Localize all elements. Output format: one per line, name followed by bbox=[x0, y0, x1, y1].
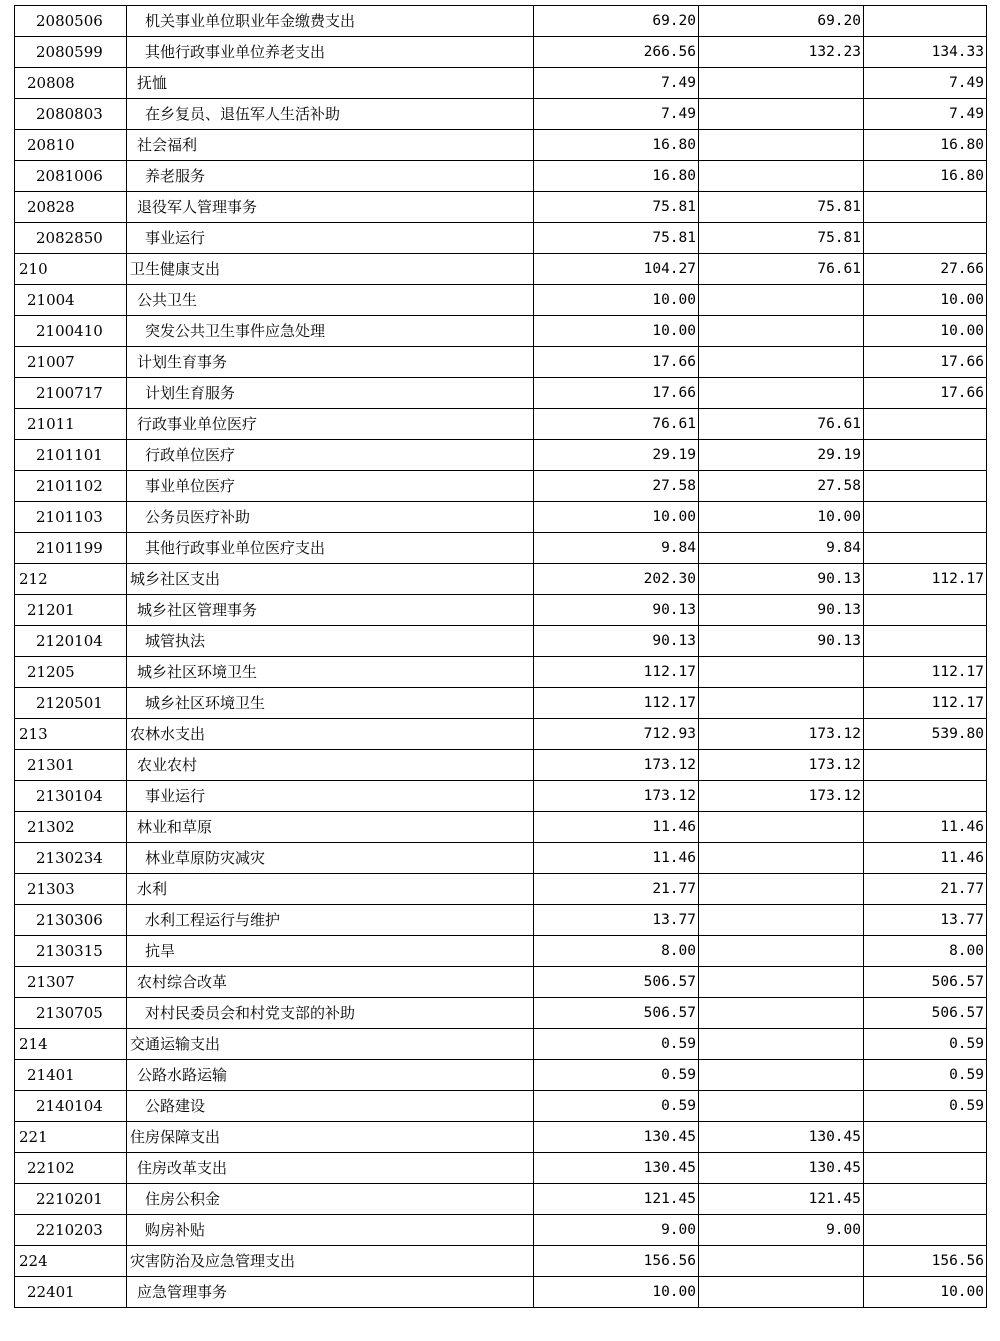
basic-expenditure-cell bbox=[699, 1277, 864, 1308]
table-row bbox=[15, 6, 987, 37]
project-expenditure-cell: 17.66 bbox=[864, 347, 987, 378]
total-amount-cell: 17.66 bbox=[534, 378, 699, 409]
basic-expenditure-cell: 69.20 bbox=[699, 6, 864, 37]
table-row bbox=[15, 1184, 987, 1215]
basic-expenditure-cell bbox=[699, 1091, 864, 1122]
account-code-cell: 2101102 bbox=[15, 471, 127, 502]
project-expenditure-cell: 21.77 bbox=[864, 874, 987, 905]
account-name-cell: 行政单位医疗 bbox=[127, 440, 534, 471]
account-code-cell: 213 bbox=[15, 719, 127, 750]
table-row bbox=[15, 719, 987, 750]
table-row bbox=[15, 1153, 987, 1184]
account-name-cell: 住房改革支出 bbox=[127, 1153, 534, 1184]
basic-expenditure-cell: 173.12 bbox=[699, 719, 864, 750]
table-row bbox=[15, 68, 987, 99]
table-row bbox=[15, 998, 987, 1029]
basic-expenditure-cell bbox=[699, 967, 864, 998]
table-row bbox=[15, 192, 987, 223]
project-expenditure-cell: 134.33 bbox=[864, 37, 987, 68]
project-expenditure-cell bbox=[864, 533, 987, 564]
account-name-cell: 事业单位医疗 bbox=[127, 471, 534, 502]
account-code-cell: 2080803 bbox=[15, 99, 127, 130]
account-code-cell: 2101101 bbox=[15, 440, 127, 471]
account-name-cell: 事业运行 bbox=[127, 223, 534, 254]
table-row bbox=[15, 254, 987, 285]
project-expenditure-cell bbox=[864, 223, 987, 254]
basic-expenditure-cell bbox=[699, 130, 864, 161]
total-amount-cell: 202.30 bbox=[534, 564, 699, 595]
project-expenditure-cell: 16.80 bbox=[864, 130, 987, 161]
basic-expenditure-cell bbox=[699, 812, 864, 843]
table-row bbox=[15, 626, 987, 657]
basic-expenditure-cell: 132.23 bbox=[699, 37, 864, 68]
table-row bbox=[15, 905, 987, 936]
basic-expenditure-cell: 173.12 bbox=[699, 750, 864, 781]
table-row bbox=[15, 285, 987, 316]
account-code-cell: 2130306 bbox=[15, 905, 127, 936]
project-expenditure-cell: 539.80 bbox=[864, 719, 987, 750]
basic-expenditure-cell: 27.58 bbox=[699, 471, 864, 502]
project-expenditure-cell bbox=[864, 750, 987, 781]
project-expenditure-cell bbox=[864, 595, 987, 626]
account-code-cell: 2100717 bbox=[15, 378, 127, 409]
table-row bbox=[15, 440, 987, 471]
table-row bbox=[15, 502, 987, 533]
table-row bbox=[15, 936, 987, 967]
account-code-cell: 20828 bbox=[15, 192, 127, 223]
account-code-cell: 214 bbox=[15, 1029, 127, 1060]
total-amount-cell: 90.13 bbox=[534, 595, 699, 626]
account-name-cell: 计划生育服务 bbox=[127, 378, 534, 409]
account-code-cell: 2210201 bbox=[15, 1184, 127, 1215]
table-row bbox=[15, 812, 987, 843]
total-amount-cell: 266.56 bbox=[534, 37, 699, 68]
total-amount-cell: 11.46 bbox=[534, 843, 699, 874]
account-name-cell: 水利 bbox=[127, 874, 534, 905]
table-row bbox=[15, 316, 987, 347]
total-amount-cell: 13.77 bbox=[534, 905, 699, 936]
account-name-cell: 抚恤 bbox=[127, 68, 534, 99]
table-row bbox=[15, 223, 987, 254]
account-code-cell: 224 bbox=[15, 1246, 127, 1277]
total-amount-cell: 7.49 bbox=[534, 99, 699, 130]
project-expenditure-cell bbox=[864, 440, 987, 471]
account-name-cell: 养老服务 bbox=[127, 161, 534, 192]
total-amount-cell: 506.57 bbox=[534, 967, 699, 998]
table-row bbox=[15, 130, 987, 161]
total-amount-cell: 121.45 bbox=[534, 1184, 699, 1215]
basic-expenditure-cell: 76.61 bbox=[699, 409, 864, 440]
account-name-cell: 林业草原防灾减灾 bbox=[127, 843, 534, 874]
table-row bbox=[15, 533, 987, 564]
table-row bbox=[15, 1091, 987, 1122]
project-expenditure-cell: 112.17 bbox=[864, 657, 987, 688]
account-code-cell: 21205 bbox=[15, 657, 127, 688]
project-expenditure-cell: 7.49 bbox=[864, 99, 987, 130]
project-expenditure-cell bbox=[864, 1215, 987, 1246]
basic-expenditure-cell bbox=[699, 905, 864, 936]
account-code-cell: 2080599 bbox=[15, 37, 127, 68]
total-amount-cell: 29.19 bbox=[534, 440, 699, 471]
table-row bbox=[15, 750, 987, 781]
account-name-cell: 林业和草原 bbox=[127, 812, 534, 843]
project-expenditure-cell: 0.59 bbox=[864, 1029, 987, 1060]
project-expenditure-cell: 506.57 bbox=[864, 967, 987, 998]
basic-expenditure-cell bbox=[699, 657, 864, 688]
project-expenditure-cell bbox=[864, 1184, 987, 1215]
total-amount-cell: 90.13 bbox=[534, 626, 699, 657]
basic-expenditure-cell: 9.00 bbox=[699, 1215, 864, 1246]
total-amount-cell: 75.81 bbox=[534, 223, 699, 254]
total-amount-cell: 69.20 bbox=[534, 6, 699, 37]
account-name-cell: 突发公共卫生事件应急处理 bbox=[127, 316, 534, 347]
total-amount-cell: 156.56 bbox=[534, 1246, 699, 1277]
account-code-cell: 221 bbox=[15, 1122, 127, 1153]
total-amount-cell: 173.12 bbox=[534, 750, 699, 781]
account-name-cell: 住房保障支出 bbox=[127, 1122, 534, 1153]
table-row bbox=[15, 781, 987, 812]
account-name-cell: 农业农村 bbox=[127, 750, 534, 781]
total-amount-cell: 506.57 bbox=[534, 998, 699, 1029]
account-name-cell: 机关事业单位职业年金缴费支出 bbox=[127, 6, 534, 37]
basic-expenditure-cell bbox=[699, 998, 864, 1029]
table-row bbox=[15, 688, 987, 719]
account-name-cell: 城管执法 bbox=[127, 626, 534, 657]
account-name-cell: 公路水路运输 bbox=[127, 1060, 534, 1091]
total-amount-cell: 27.58 bbox=[534, 471, 699, 502]
basic-expenditure-cell: 76.61 bbox=[699, 254, 864, 285]
project-expenditure-cell bbox=[864, 1153, 987, 1184]
project-expenditure-cell: 10.00 bbox=[864, 285, 987, 316]
project-expenditure-cell: 156.56 bbox=[864, 1246, 987, 1277]
basic-expenditure-cell: 121.45 bbox=[699, 1184, 864, 1215]
account-code-cell: 21004 bbox=[15, 285, 127, 316]
account-name-cell: 交通运输支出 bbox=[127, 1029, 534, 1060]
total-amount-cell: 130.45 bbox=[534, 1122, 699, 1153]
account-code-cell: 2100410 bbox=[15, 316, 127, 347]
account-name-cell: 水利工程运行与维护 bbox=[127, 905, 534, 936]
account-code-cell: 21007 bbox=[15, 347, 127, 378]
account-code-cell: 22102 bbox=[15, 1153, 127, 1184]
account-name-cell: 其他行政事业单位养老支出 bbox=[127, 37, 534, 68]
total-amount-cell: 8.00 bbox=[534, 936, 699, 967]
project-expenditure-cell: 506.57 bbox=[864, 998, 987, 1029]
account-code-cell: 21401 bbox=[15, 1060, 127, 1091]
account-name-cell: 农村综合改革 bbox=[127, 967, 534, 998]
table-row bbox=[15, 37, 987, 68]
total-amount-cell: 0.59 bbox=[534, 1091, 699, 1122]
basic-expenditure-cell bbox=[699, 316, 864, 347]
project-expenditure-cell: 8.00 bbox=[864, 936, 987, 967]
account-code-cell: 210 bbox=[15, 254, 127, 285]
account-name-cell: 城乡社区环境卫生 bbox=[127, 688, 534, 719]
total-amount-cell: 75.81 bbox=[534, 192, 699, 223]
account-name-cell: 社会福利 bbox=[127, 130, 534, 161]
account-code-cell: 2130315 bbox=[15, 936, 127, 967]
project-expenditure-cell: 0.59 bbox=[864, 1091, 987, 1122]
account-code-cell: 2120501 bbox=[15, 688, 127, 719]
account-code-cell: 2080506 bbox=[15, 6, 127, 37]
basic-expenditure-cell: 75.81 bbox=[699, 223, 864, 254]
table-body bbox=[15, 6, 987, 1308]
account-code-cell: 21307 bbox=[15, 967, 127, 998]
account-code-cell: 20810 bbox=[15, 130, 127, 161]
table-row bbox=[15, 1122, 987, 1153]
account-name-cell: 抗旱 bbox=[127, 936, 534, 967]
account-name-cell: 灾害防治及应急管理支出 bbox=[127, 1246, 534, 1277]
account-code-cell: 21011 bbox=[15, 409, 127, 440]
account-code-cell: 2101103 bbox=[15, 502, 127, 533]
basic-expenditure-cell bbox=[699, 936, 864, 967]
total-amount-cell: 10.00 bbox=[534, 502, 699, 533]
total-amount-cell: 10.00 bbox=[534, 285, 699, 316]
basic-expenditure-cell: 10.00 bbox=[699, 502, 864, 533]
account-name-cell: 公路建设 bbox=[127, 1091, 534, 1122]
basic-expenditure-cell bbox=[699, 1246, 864, 1277]
project-expenditure-cell: 0.59 bbox=[864, 1060, 987, 1091]
basic-expenditure-cell bbox=[699, 843, 864, 874]
account-code-cell: 22401 bbox=[15, 1277, 127, 1308]
table-row bbox=[15, 1060, 987, 1091]
account-name-cell: 对村民委员会和村党支部的补助 bbox=[127, 998, 534, 1029]
account-code-cell: 2082850 bbox=[15, 223, 127, 254]
account-name-cell: 城乡社区支出 bbox=[127, 564, 534, 595]
account-code-cell: 2140104 bbox=[15, 1091, 127, 1122]
table-row bbox=[15, 874, 987, 905]
basic-expenditure-cell: 75.81 bbox=[699, 192, 864, 223]
account-name-cell: 卫生健康支出 bbox=[127, 254, 534, 285]
account-name-cell: 公务员医疗补助 bbox=[127, 502, 534, 533]
account-name-cell: 公共卫生 bbox=[127, 285, 534, 316]
basic-expenditure-cell: 9.84 bbox=[699, 533, 864, 564]
account-name-cell: 城乡社区管理事务 bbox=[127, 595, 534, 626]
project-expenditure-cell: 10.00 bbox=[864, 316, 987, 347]
total-amount-cell: 9.00 bbox=[534, 1215, 699, 1246]
account-code-cell: 2130705 bbox=[15, 998, 127, 1029]
total-amount-cell: 130.45 bbox=[534, 1153, 699, 1184]
project-expenditure-cell: 7.49 bbox=[864, 68, 987, 99]
account-code-cell: 212 bbox=[15, 564, 127, 595]
table-row bbox=[15, 657, 987, 688]
table-row bbox=[15, 161, 987, 192]
project-expenditure-cell bbox=[864, 6, 987, 37]
basic-expenditure-cell bbox=[699, 68, 864, 99]
account-name-cell: 其他行政事业单位医疗支出 bbox=[127, 533, 534, 564]
basic-expenditure-cell bbox=[699, 1029, 864, 1060]
total-amount-cell: 21.77 bbox=[534, 874, 699, 905]
account-code-cell: 2130104 bbox=[15, 781, 127, 812]
total-amount-cell: 712.93 bbox=[534, 719, 699, 750]
basic-expenditure-cell: 29.19 bbox=[699, 440, 864, 471]
account-name-cell: 在乡复员、退伍军人生活补助 bbox=[127, 99, 534, 130]
total-amount-cell: 7.49 bbox=[534, 68, 699, 99]
basic-expenditure-cell bbox=[699, 688, 864, 719]
table-row bbox=[15, 99, 987, 130]
total-amount-cell: 76.61 bbox=[534, 409, 699, 440]
basic-expenditure-cell: 130.45 bbox=[699, 1122, 864, 1153]
project-expenditure-cell: 27.66 bbox=[864, 254, 987, 285]
account-name-cell: 行政事业单位医疗 bbox=[127, 409, 534, 440]
account-name-cell: 退役军人管理事务 bbox=[127, 192, 534, 223]
table-row bbox=[15, 471, 987, 502]
account-name-cell: 事业运行 bbox=[127, 781, 534, 812]
table-row bbox=[15, 1246, 987, 1277]
basic-expenditure-cell bbox=[699, 1060, 864, 1091]
project-expenditure-cell bbox=[864, 502, 987, 533]
basic-expenditure-cell: 130.45 bbox=[699, 1153, 864, 1184]
project-expenditure-cell: 11.46 bbox=[864, 812, 987, 843]
account-code-cell: 2101199 bbox=[15, 533, 127, 564]
account-code-cell: 2081006 bbox=[15, 161, 127, 192]
account-code-cell: 20808 bbox=[15, 68, 127, 99]
basic-expenditure-cell: 90.13 bbox=[699, 626, 864, 657]
table-row bbox=[15, 1277, 987, 1308]
account-name-cell: 城乡社区环境卫生 bbox=[127, 657, 534, 688]
total-amount-cell: 0.59 bbox=[534, 1029, 699, 1060]
basic-expenditure-cell bbox=[699, 378, 864, 409]
account-name-cell: 计划生育事务 bbox=[127, 347, 534, 378]
basic-expenditure-cell: 90.13 bbox=[699, 564, 864, 595]
total-amount-cell: 10.00 bbox=[534, 316, 699, 347]
account-code-cell: 2130234 bbox=[15, 843, 127, 874]
project-expenditure-cell bbox=[864, 471, 987, 502]
basic-expenditure-cell: 90.13 bbox=[699, 595, 864, 626]
table-row bbox=[15, 378, 987, 409]
project-expenditure-cell bbox=[864, 1122, 987, 1153]
table-row bbox=[15, 1029, 987, 1060]
total-amount-cell: 16.80 bbox=[534, 161, 699, 192]
project-expenditure-cell: 112.17 bbox=[864, 688, 987, 719]
table-row bbox=[15, 564, 987, 595]
project-expenditure-cell: 13.77 bbox=[864, 905, 987, 936]
basic-expenditure-cell bbox=[699, 99, 864, 130]
account-code-cell: 2210203 bbox=[15, 1215, 127, 1246]
account-code-cell: 2120104 bbox=[15, 626, 127, 657]
basic-expenditure-cell: 173.12 bbox=[699, 781, 864, 812]
total-amount-cell: 16.80 bbox=[534, 130, 699, 161]
basic-expenditure-cell bbox=[699, 347, 864, 378]
project-expenditure-cell: 10.00 bbox=[864, 1277, 987, 1308]
account-code-cell: 21201 bbox=[15, 595, 127, 626]
table-row bbox=[15, 967, 987, 998]
project-expenditure-cell bbox=[864, 781, 987, 812]
account-name-cell: 应急管理事务 bbox=[127, 1277, 534, 1308]
project-expenditure-cell bbox=[864, 192, 987, 223]
table-row bbox=[15, 1215, 987, 1246]
basic-expenditure-cell bbox=[699, 161, 864, 192]
total-amount-cell: 112.17 bbox=[534, 657, 699, 688]
project-expenditure-cell: 11.46 bbox=[864, 843, 987, 874]
total-amount-cell: 0.59 bbox=[534, 1060, 699, 1091]
basic-expenditure-cell bbox=[699, 285, 864, 316]
total-amount-cell: 10.00 bbox=[534, 1277, 699, 1308]
budget-expenditure-table bbox=[14, 5, 987, 1308]
table-row bbox=[15, 409, 987, 440]
basic-expenditure-cell bbox=[699, 874, 864, 905]
project-expenditure-cell: 16.80 bbox=[864, 161, 987, 192]
account-code-cell: 21301 bbox=[15, 750, 127, 781]
table-row bbox=[15, 595, 987, 626]
total-amount-cell: 173.12 bbox=[534, 781, 699, 812]
table-row bbox=[15, 843, 987, 874]
project-expenditure-cell bbox=[864, 409, 987, 440]
total-amount-cell: 11.46 bbox=[534, 812, 699, 843]
project-expenditure-cell: 112.17 bbox=[864, 564, 987, 595]
total-amount-cell: 112.17 bbox=[534, 688, 699, 719]
project-expenditure-cell bbox=[864, 626, 987, 657]
total-amount-cell: 9.84 bbox=[534, 533, 699, 564]
total-amount-cell: 104.27 bbox=[534, 254, 699, 285]
account-code-cell: 21302 bbox=[15, 812, 127, 843]
account-name-cell: 农林水支出 bbox=[127, 719, 534, 750]
project-expenditure-cell: 17.66 bbox=[864, 378, 987, 409]
account-name-cell: 购房补贴 bbox=[127, 1215, 534, 1246]
table-row bbox=[15, 347, 987, 378]
account-code-cell: 21303 bbox=[15, 874, 127, 905]
total-amount-cell: 17.66 bbox=[534, 347, 699, 378]
account-name-cell: 住房公积金 bbox=[127, 1184, 534, 1215]
